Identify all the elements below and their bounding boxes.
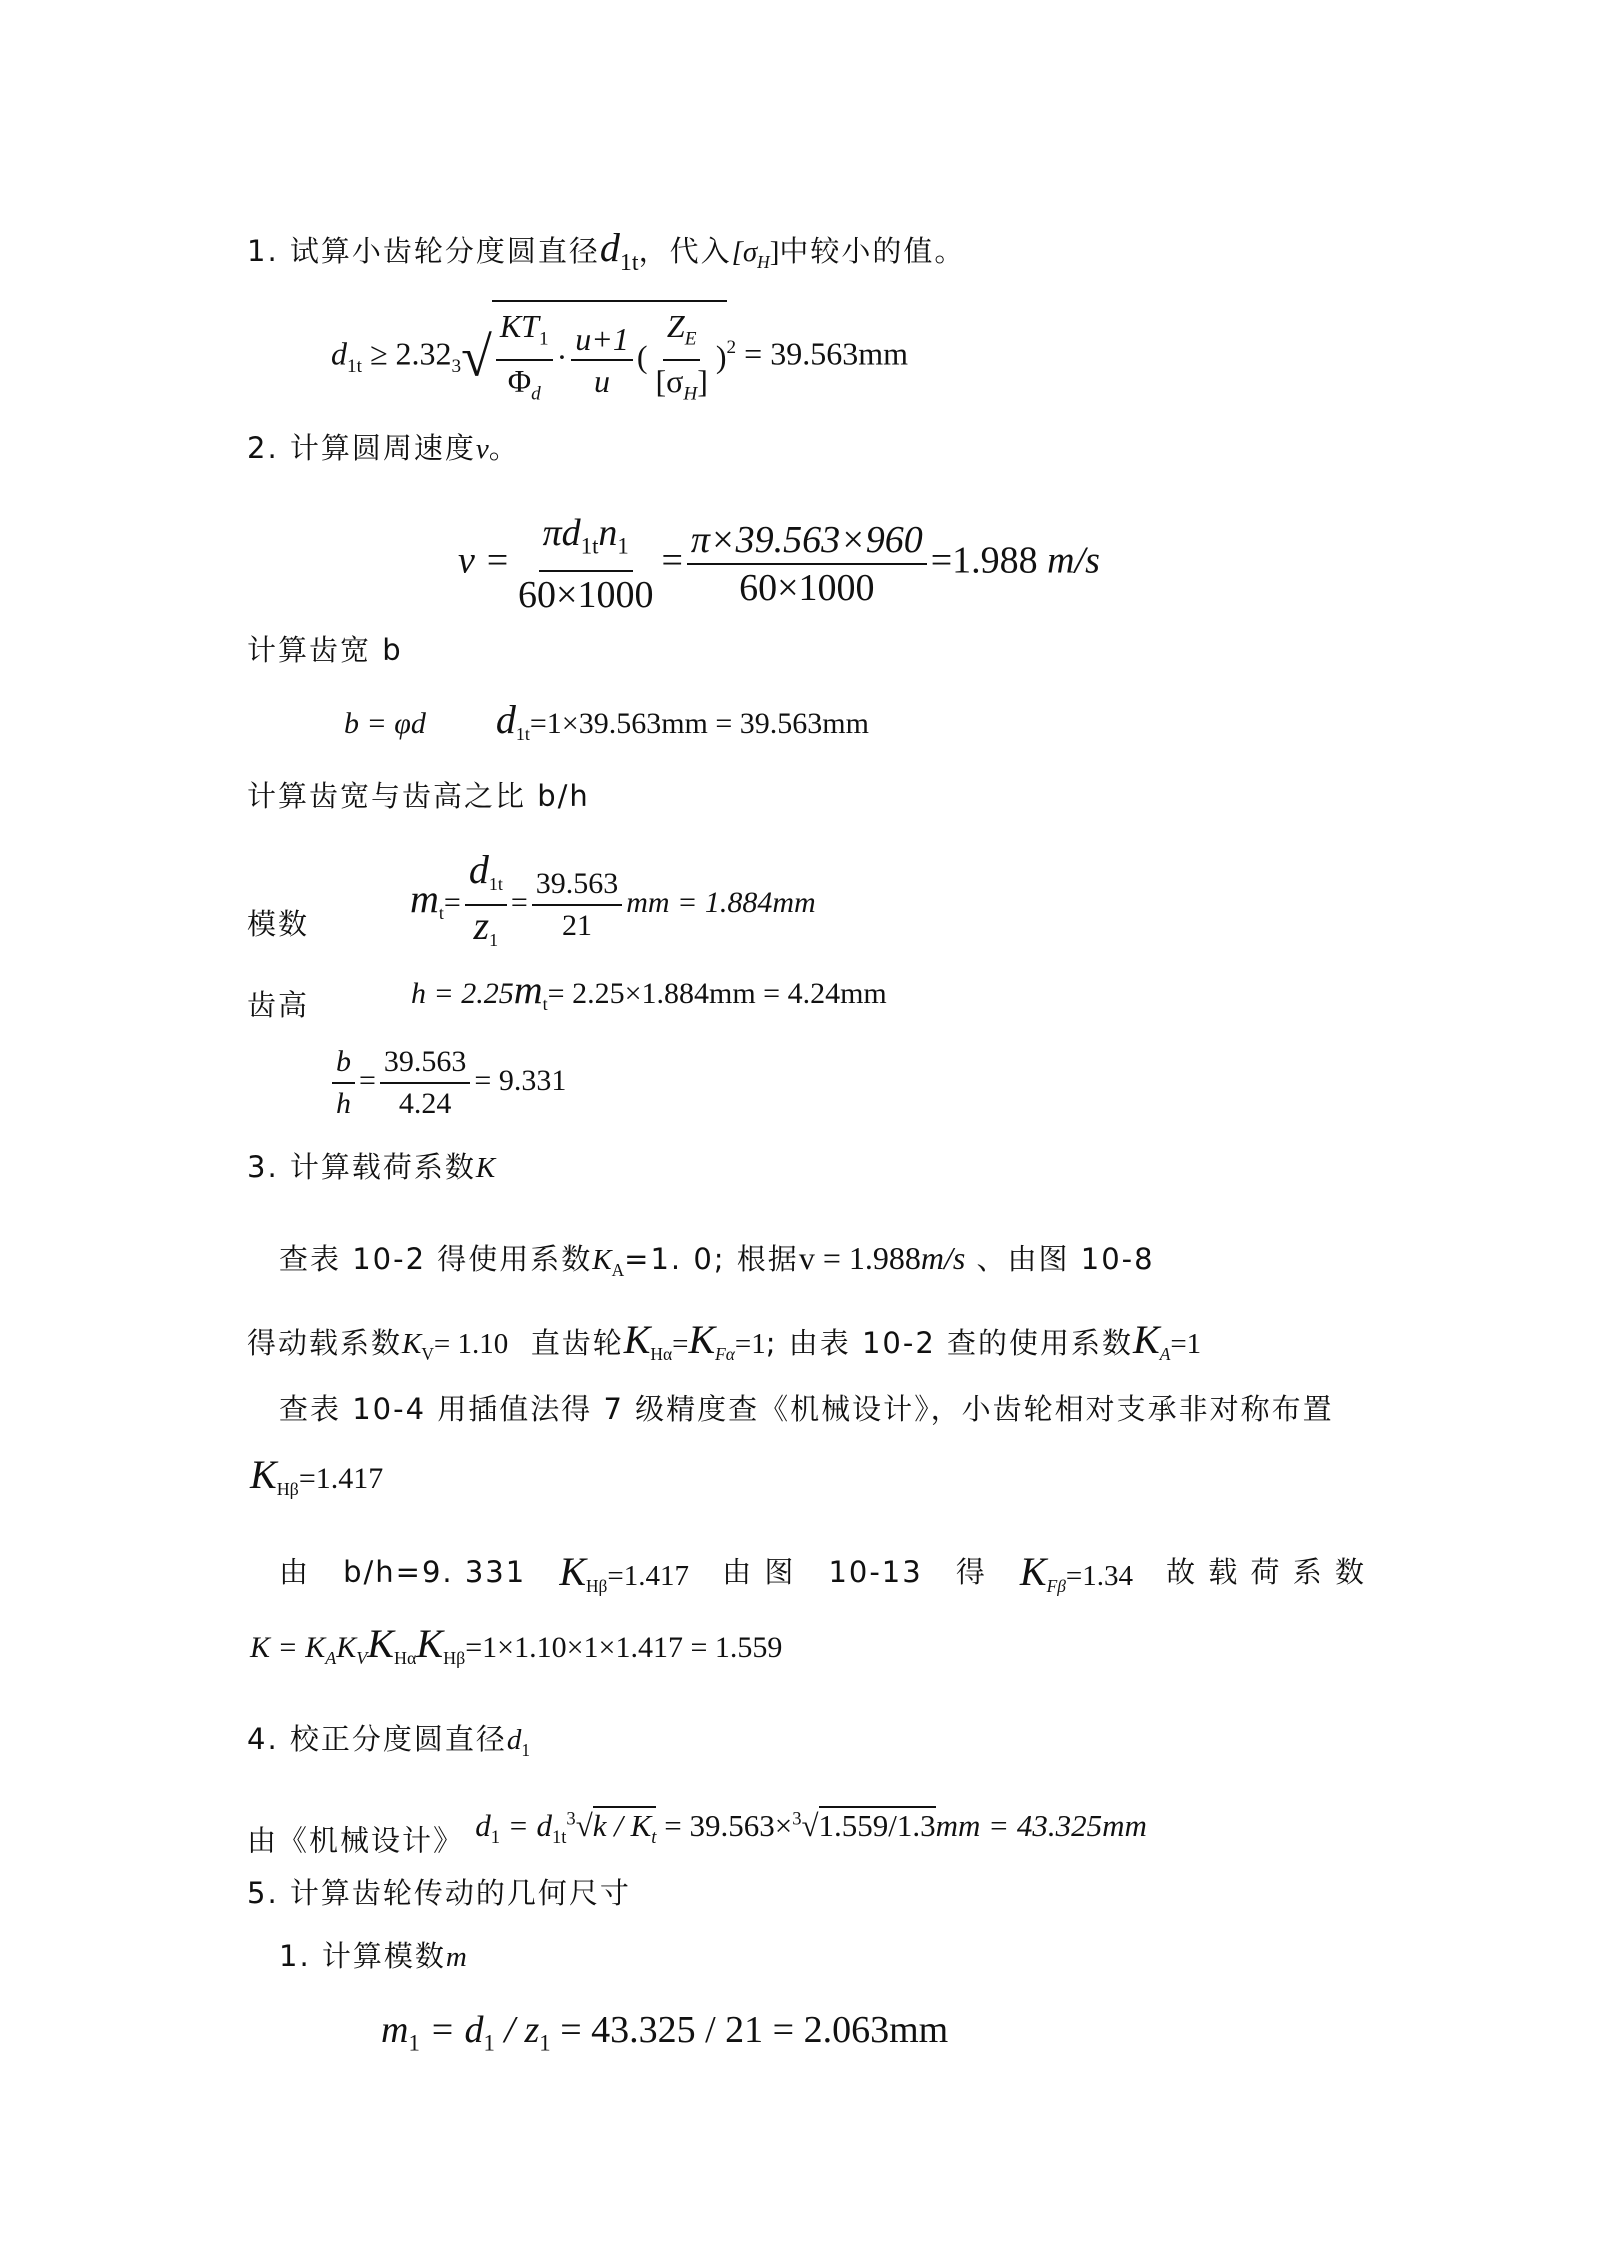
text: 1. 试算小齿轮分度圆直径 [247,234,600,268]
step-1-heading [247,225,966,283]
ratio-heading: 计算齿宽与齿高之比 b/h [247,779,590,813]
formula-ratio: $\frac{b}{h}$ = $\frac{39.563}{4.24}$ = 9.331 [328,1042,566,1124]
math-sigma-h: $[\sigma_H]$ [731,236,780,272]
formula-module: $m_t=$ $\frac{d_{1t}}{z_1}$ = $\frac{39.563}{21}$ mm = 1.884mm [410,847,816,950]
paragraph-kfb: 由 b/h=9. 331 $K_{H\beta}=1.417$ 由 图 10-13 得 $K_{F\beta}=1.34$ 故 载 荷 系 数 [279,1549,1366,1596]
formula-khb: $K_{H\beta}=1.417$ [250,1452,384,1499]
math-d1t: $d_{1t}$ [599,225,639,276]
substep-1-heading: 1. 计算模数m [279,1939,467,1973]
formula-height: $h = 2.25m_t= 2.25\times 1.884mm = 4.24mm$ [411,967,887,1014]
paragraph-kv: 得动载系数$K_V= 1.10$ 直齿轮$K_{H\alpha}=K_{F\alpha}=1$; 由表 10-2 查的使用系数$K_A=1$ [247,1317,1202,1364]
corrected-diameter-line: 由《机械设计》 $d_1 = d_{1t}^3√k / K_t = 39.563\times^3√1.559/1.3mm = 43.325mm$ [247,1808,1147,1858]
formula-velocity: v = $\frac{\pi d_{1t}n_1}{60\times 1000}$ = $\frac{\pi\times 39.563\times 960}{60\times 1000}$ =1.988 m/s [458,512,1100,616]
paragraph-table-10-4: 查表 10-4 用插值法得 7 级精度查《机械设计》，小齿轮相对支承非对称布置 [279,1392,1334,1426]
step-3-heading: 3. 计算载荷系数K [247,1150,496,1184]
formula-width: b = φd $d_{1t}=1\times 39.563mm = 39.563mm$ [344,697,869,744]
formula-d1t: $d_{1t} \ge 2.32_3√$ $\frac{KT_1}{\Phi_d}$ · $\frac{u+1}{u}$ ( $\frac{Z_E}{[\sigma_H]}$ )$^2$ = 39.563mm [331,300,908,415]
step-2-heading: 2. 计算圆周速度v。 [247,431,520,465]
text: 中较小的值。 [779,234,966,268]
module-label: 模数 [247,907,310,941]
tooth-height-label: 齿高 [247,988,310,1022]
step-4-heading: 4. 校正分度圆直径$d_1$ [247,1722,531,1760]
step-5-heading: 5. 计算齿轮传动的几何尺寸 [247,1876,631,1910]
formula-k-total: $K = K_AK_VK_{H\alpha}K_{H\beta}=1\times 1.10\times 1\times 1.417 = 1.559$ [250,1621,783,1668]
text: ，代入 [638,234,732,268]
paragraph-ka: 查表 10-2 得使用系数$K_A=1$. 0; 根据v = 1.988m/s 、由图 10-8 [279,1240,1155,1280]
width-heading: 计算齿宽 b [247,633,403,667]
formula-module-m1: $m_1 = d_1 / z_1 = 43.325 / 21 = 2.063mm$ [381,2009,949,2056]
